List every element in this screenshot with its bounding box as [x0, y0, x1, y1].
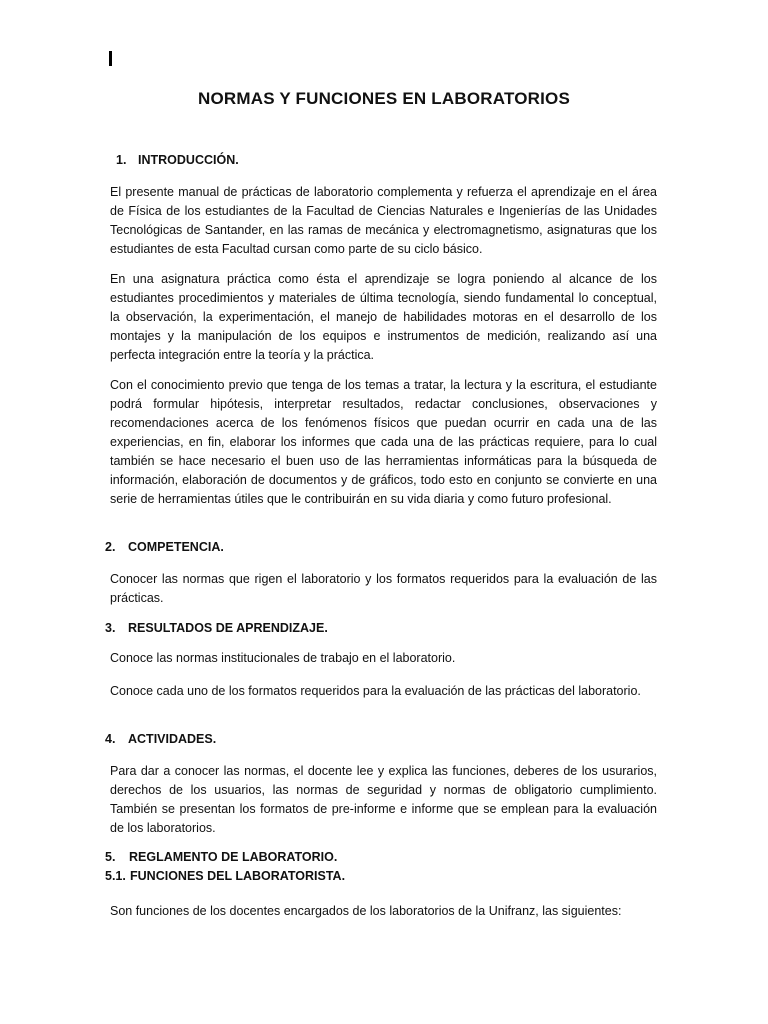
- intro-paragraph-1: El presente manual de prácticas de laboratorio complementa y refuerza el aprendizaje en el área de Física de los estudiantes de la Facultad de Ciencias Naturales e Ingenierías de las Unidades Tecnológicas de Santander, en las ramas de mecánica y electromagnetismo, asignaturas que los estudiantes de esta Facultad cursan como parte de su ciclo básico.: [110, 185, 657, 256]
- intro-paragraph-2: En una asignatura práctica como ésta el aprendizaje se logra poniendo al alcance de los estudiantes procedimientos y materiales de última tecnología, siendo fundamental lo conceptual, la observación, la experimentación, el manejo de habilidades motoras en el desarrollo de los montajes y la manipulación de los equipos e instrumentos de medición, realizando así una perfecta integración entre la teoría y la práctica.: [110, 272, 657, 362]
- section-heading-resultados: [105, 621, 328, 635]
- resultados-paragraph-2: Conoce cada uno de los formatos requeridos para la evaluación de las prácticas del laboratorio.: [110, 684, 641, 698]
- section-number: 1.: [116, 153, 127, 167]
- section-title: RESULTADOS DE APRENDIZAJE.: [128, 621, 328, 635]
- document-title: NORMAS Y FUNCIONES EN LABORATORIOS: [197, 89, 571, 108]
- reglamento-paragraph: Son funciones de los docentes encargados de los laboratorios de la Unifranz, las siguientes:: [110, 904, 622, 918]
- section-title: INTRODUCCIÓN.: [138, 153, 239, 167]
- section-title: ACTIVIDADES.: [128, 732, 217, 746]
- section-heading-reglamento: [105, 850, 337, 864]
- section-heading-intro: [116, 153, 239, 167]
- section-number: 5.: [105, 850, 116, 864]
- section-title: COMPETENCIA.: [128, 540, 224, 554]
- actividades-paragraph: Para dar a conocer las normas, el docente lee y explica las funciones, deberes de los usurarios, derechos de los usuarios, las normas de seguridad y normas de obligatorio cumplimiento. También se presentan los formatos de pre-informe e informe que se emplean para la evaluación de los laboratorios.: [110, 764, 657, 835]
- text-cursor-mark: [109, 51, 112, 66]
- section-number: 4.: [105, 732, 116, 746]
- subsection-heading-laboratorista: [105, 869, 345, 883]
- section-title: REGLAMENTO DE LABORATORIO.: [129, 850, 338, 864]
- subsection-title: FUNCIONES DEL LABORATORISTA.: [130, 869, 346, 883]
- subsection-number: 5.1.: [105, 869, 126, 883]
- intro-paragraph-3: Con el conocimiento previo que tenga de los temas a tratar, la lectura y la escritura, el estudiante podrá formular hipótesis, interpretar resultados, redactar conclusiones, observaciones y recomendaciones acerca de los fenómenos físicos que puedan ocurrir en cada una de las experiencias, en fin, elaborar los informes que cada una de las prácticas requiere, para lo cual también se hace necesario el buen uso de las herramientas informáticas para la búsqueda de información, elaboración de documentos y de gráficos, todo esto en conjunto se convierte en una serie de herramientas útiles que le contribuirán en su vida diaria y como futuro profesional.: [110, 378, 657, 506]
- section-heading-actividades: [105, 732, 216, 746]
- competencia-paragraph: Conocer las normas que rigen el laboratorio y los formatos requeridos para la evaluación de las prácticas.: [110, 572, 657, 605]
- section-number: 3.: [105, 621, 116, 635]
- resultados-paragraph-1: Conoce las normas institucionales de trabajo en el laboratorio.: [110, 651, 456, 665]
- section-number: 2.: [105, 540, 116, 554]
- section-heading-competencia: [105, 540, 224, 554]
